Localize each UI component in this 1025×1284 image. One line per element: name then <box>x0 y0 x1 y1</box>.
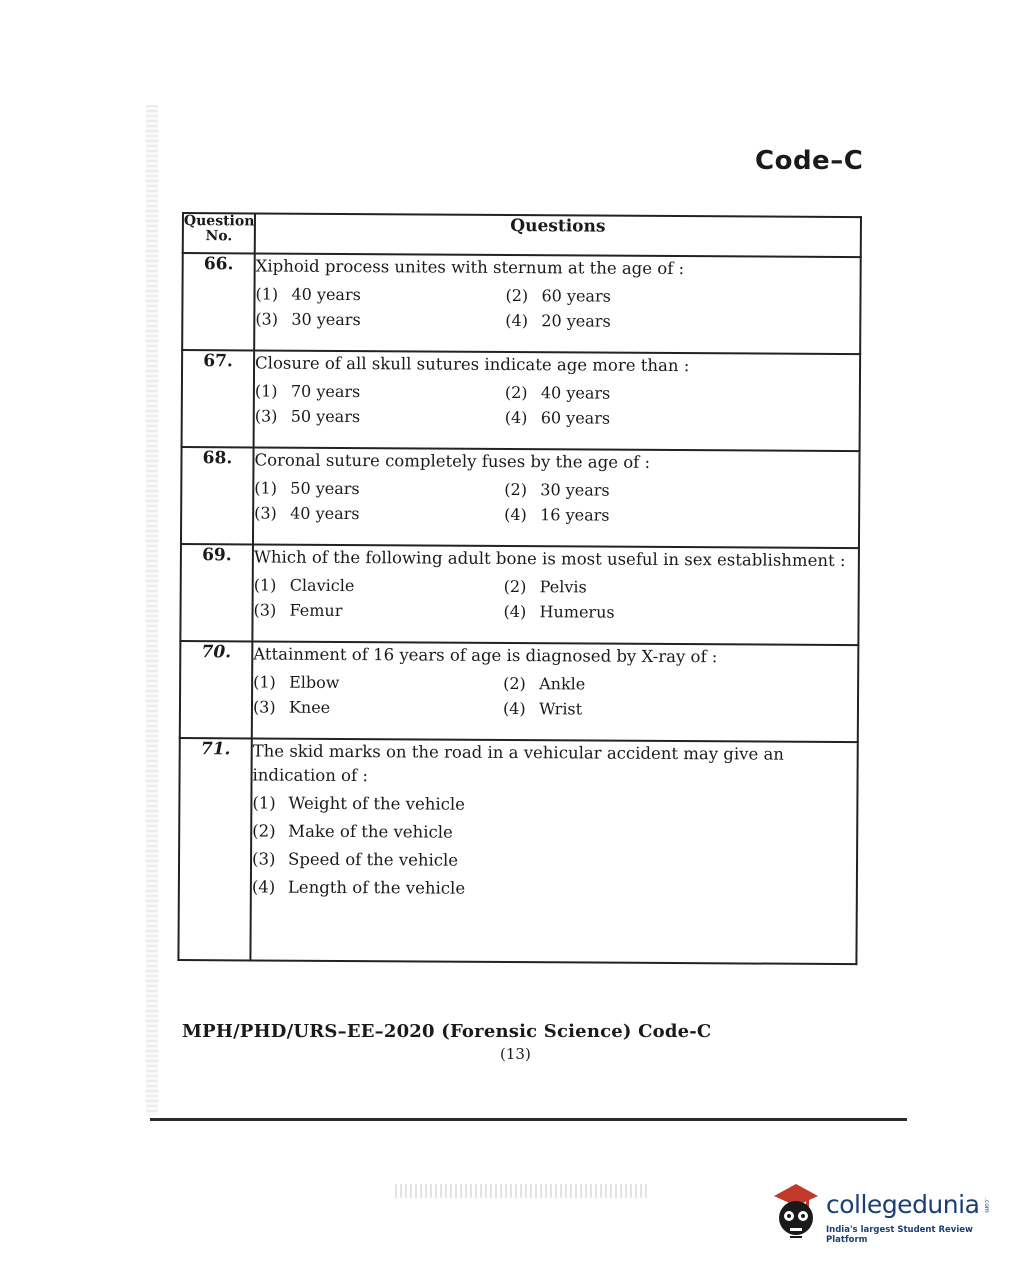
option-number: (2) <box>504 382 528 403</box>
divider <box>150 1118 907 1121</box>
option-text: 50 years <box>290 478 360 499</box>
option-text: 20 years <box>541 311 611 331</box>
option-text: 40 years <box>540 383 611 403</box>
options-grid <box>253 672 857 720</box>
option-text: 16 years <box>540 505 610 525</box>
option-number: (4) <box>251 877 276 897</box>
option-4 <box>505 408 859 429</box>
question-number: 66. <box>182 253 255 350</box>
logo-suffix: .com <box>983 1198 990 1213</box>
question-row-70 <box>180 641 859 742</box>
question-sheet <box>177 212 864 1031</box>
table-header <box>183 213 861 257</box>
option-number: (1) <box>253 575 277 595</box>
page-number: (13) <box>500 1045 531 1063</box>
option-text: Clavicle <box>289 575 355 596</box>
option-3 <box>252 849 856 872</box>
option-number: (4) <box>503 601 527 622</box>
question-number: 67. <box>182 350 255 447</box>
option-1 <box>255 284 505 305</box>
question-number: 69. <box>180 544 253 641</box>
question-row-68 <box>181 447 860 548</box>
option-text: Ankle <box>539 674 586 694</box>
option-number: (3) <box>254 406 278 426</box>
options-list <box>252 793 857 900</box>
option-1 <box>255 381 505 402</box>
option-2 <box>504 480 858 501</box>
question-body <box>254 253 861 354</box>
question-table <box>177 212 862 965</box>
option-text: 70 years <box>290 381 361 402</box>
option-text: Weight of the vehicle <box>288 793 465 814</box>
option-text: 60 years <box>541 286 611 306</box>
footer-title: MPH/PHD/URS–EE–2020 (Forensic Science) Code-C <box>182 1021 712 1042</box>
option-1 <box>253 672 503 693</box>
question-number: 68. <box>181 447 254 544</box>
collegedunia-logo <box>768 1178 993 1248</box>
question-number: 70. <box>180 641 253 738</box>
option-1 <box>254 575 504 596</box>
option-text: 40 years <box>290 503 360 524</box>
option-text: Humerus <box>539 602 615 622</box>
option-3 <box>253 697 503 718</box>
option-4 <box>504 505 858 526</box>
option-number: (3) <box>251 849 276 869</box>
option-4 <box>505 311 859 332</box>
question-row-71 <box>178 738 857 964</box>
option-text: Elbow <box>289 672 340 692</box>
question-text: Which of the following adult bone is most useful in sex establishment : <box>253 547 846 571</box>
code-label: Code–C <box>755 146 864 176</box>
graduate-face-icon <box>768 1178 824 1248</box>
question-body <box>252 641 859 742</box>
option-number: (1) <box>253 672 276 692</box>
option-3 <box>254 503 504 524</box>
option-text: Femur <box>289 600 343 620</box>
option-text: 60 years <box>540 408 611 428</box>
question-text: The skid marks on the road in a vehicular accident may give an indication of : <box>252 741 785 786</box>
option-text: Speed of the vehicle <box>287 849 459 870</box>
header-question-no: Question No. <box>183 213 255 253</box>
option-text: Pelvis <box>539 577 587 597</box>
option-4 <box>503 699 857 720</box>
option-number: (4) <box>502 698 526 719</box>
option-4 <box>504 602 858 623</box>
question-row-69 <box>180 544 859 645</box>
option-2 <box>504 577 858 598</box>
option-3 <box>255 309 505 330</box>
option-number: (3) <box>252 697 276 717</box>
question-text: Coronal suture completely fuses by the age of : <box>254 450 651 472</box>
option-text: Make of the vehicle <box>288 821 453 842</box>
option-number: (2) <box>503 673 526 694</box>
option-3 <box>255 406 505 427</box>
option-number: (3) <box>255 309 279 329</box>
logo-tagline: India's largest Student Review Platform <box>826 1225 973 1245</box>
option-2 <box>252 821 856 844</box>
option-text: 40 years <box>291 284 361 305</box>
question-text: Closure of all skull sutures indicate age more than : <box>255 353 690 376</box>
options-grid <box>254 575 858 623</box>
question-text: Attainment of 16 years of age is diagnosed by X-ray of : <box>253 644 718 667</box>
options-grid <box>255 284 859 332</box>
options-grid <box>255 381 859 429</box>
option-text: Knee <box>288 697 331 717</box>
option-2 <box>505 383 859 404</box>
question-row-67 <box>182 350 861 451</box>
option-number: (2) <box>503 576 527 597</box>
question-row-66 <box>182 253 861 354</box>
scan-noise <box>395 1184 650 1198</box>
option-number: (1) <box>254 381 278 401</box>
option-1 <box>252 793 856 816</box>
option-2 <box>503 674 857 695</box>
option-number: (4) <box>505 310 529 331</box>
option-text: Wrist <box>538 699 583 719</box>
option-1 <box>254 478 504 499</box>
option-number: (1) <box>252 793 276 813</box>
option-number: (2) <box>252 821 276 841</box>
option-number: (4) <box>504 504 527 525</box>
header-questions: Questions <box>255 213 861 257</box>
option-number: (3) <box>253 600 277 620</box>
question-text: Xiphoid process unites with sternum at the age of : <box>255 256 685 279</box>
option-number: (2) <box>504 479 528 500</box>
question-body <box>254 350 861 451</box>
option-text: Length of the vehicle <box>287 877 466 898</box>
scan-edge <box>146 105 158 1115</box>
option-number: (1) <box>255 284 279 304</box>
option-text: 30 years <box>540 480 610 500</box>
option-number: (2) <box>505 285 529 306</box>
option-4 <box>252 877 856 900</box>
option-3 <box>254 600 504 621</box>
option-number: (3) <box>254 503 277 523</box>
options-grid <box>254 478 858 526</box>
question-number: 71. <box>178 738 251 960</box>
question-body <box>253 447 860 548</box>
option-number: (1) <box>254 478 278 498</box>
option-text: 30 years <box>291 309 361 330</box>
logo-name: collegedunia <box>826 1190 980 1219</box>
option-text: 50 years <box>290 406 361 427</box>
option-2 <box>505 286 859 307</box>
question-body <box>250 738 857 964</box>
question-body <box>252 544 859 645</box>
option-number: (4) <box>504 407 528 428</box>
